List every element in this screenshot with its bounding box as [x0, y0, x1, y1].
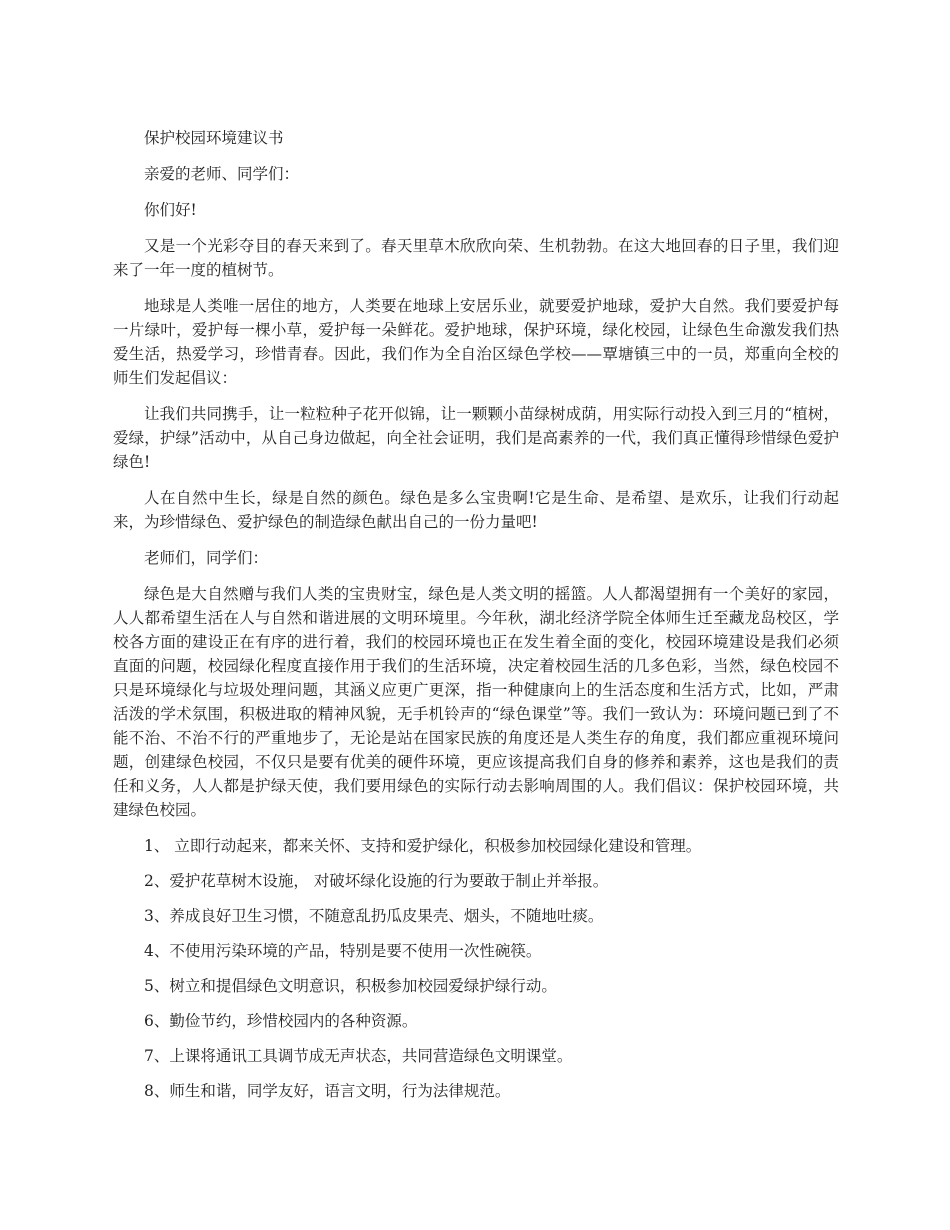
- list-item: 7、上课将通讯工具调节成无声状态，共同营造绿色文明课堂。: [144, 1047, 573, 1065]
- document-page: [113, 126, 839, 1114]
- proposal-list: [113, 834, 839, 1103]
- greeting: 你们好!: [144, 201, 197, 219]
- paragraph-earth: 地球是人类唯一居住的地方，人类要在地球上安居乐业，就要爱护地球，爱护大自然。我们要爱护每一片绿叶，爱护每一棵小草，爱护每一朵鲜花。爱护地球，保护环境，绿化校园，让绿色生命激发我们热爱生活，热爱学习，珍惜青春。因此，我们作为全自治区绿色学校——覃塘镇三中的一员，郑重向全校的师生们发起倡议：: [113, 297, 839, 387]
- paragraph-green-nature: 人在自然中生长，绿是自然的颜色。绿色是多么宝贵啊!它是生命、是希望、是欢乐，让我们行动起来，为珍惜绿色、爱护绿色的制造绿色献出自己的一份力量吧!: [113, 489, 839, 531]
- list-item: 3、养成良好卫生习惯，不随意乱扔瓜皮果壳、烟头，不随地吐痰。: [144, 907, 604, 925]
- list-item: 1、 立即行动起来，都来关怀、支持和爱护绿化，积极参加校园绿化建设和管理。: [144, 837, 702, 855]
- list-item: 8、师生和谐，同学友好，语言文明，行为法律规范。: [144, 1082, 511, 1100]
- paragraph-spring: 又是一个光彩夺目的春天来到了。春天里草木欣欣向荣、生机勃勃。在这大地回春的日子里，我们迎来了一年一度的植树节。: [113, 237, 839, 279]
- salutation-second: 老师们，同学们：: [144, 549, 269, 567]
- paragraph-join-hands: 让我们共同携手，让一粒粒种子花开似锦，让一颗颗小苗绿树成荫，用实际行动投入到三月的“植树，爱绿，护绿”活动中，从自己身边做起，向全社会证明，我们是高素养的一代，我们真正懂得珍惜绿色爱护绿色!: [113, 405, 839, 471]
- salutation: 亲爱的老师、同学们：: [144, 165, 300, 183]
- list-item: 2、爱护花草树木设施， 对破坏绿化设施的行为要敢于制止并举报。: [144, 872, 609, 890]
- paragraph-main: 绿色是大自然赠与我们人类的宝贵财宝，绿色是人类文明的摇篮。人人都渴望拥有一个美好的家园，人人都希望生活在人与自然和谐进展的文明环境里。今年秋，湖北经济学院全体师生迁至藏龙岛校区，学校各方面的建设正在有序的进行着，我们的校园环境也正在发生着全面的变化，校园环境建设是我们必须直面的问题，校园绿化程度直接作用于我们的生活环境，决定着校园生活的几多色彩，当然，绿色校园不只是环境绿化与垃圾处理问题，其涵义应更广更深，指一种健康向上的生活态度和生活方式，比如，严肃活泼的学术氛围，积极进取的精神风貌，无手机铃声的“绿色课堂”等。我们一致认为：环境问题已到了不能不治、不治不行的严重地步了，无论是站在国家民族的角度还是人类生存的角度，我们都应重视环境问题，创建绿色校园，不仅只是要有优美的硬件环境，更应该提高我们自身的修养和素养，这也是我们的责任和义务，人人都是护绿天使，我们要用绿色的实际行动去影响周围的人。我们倡议：保护校园环境，共建绿色校园。: [113, 585, 839, 819]
- document-title: 保护校园环境建议书: [144, 129, 284, 147]
- list-item: 6、勤俭节约，珍惜校园内的各种资源。: [144, 1012, 418, 1030]
- list-item: 5、树立和提倡绿色文明意识，积极参加校园爱绿护绿行动。: [144, 977, 557, 995]
- list-item: 4、不使用污染环境的产品，特别是要不使用一次性碗筷。: [144, 942, 542, 960]
